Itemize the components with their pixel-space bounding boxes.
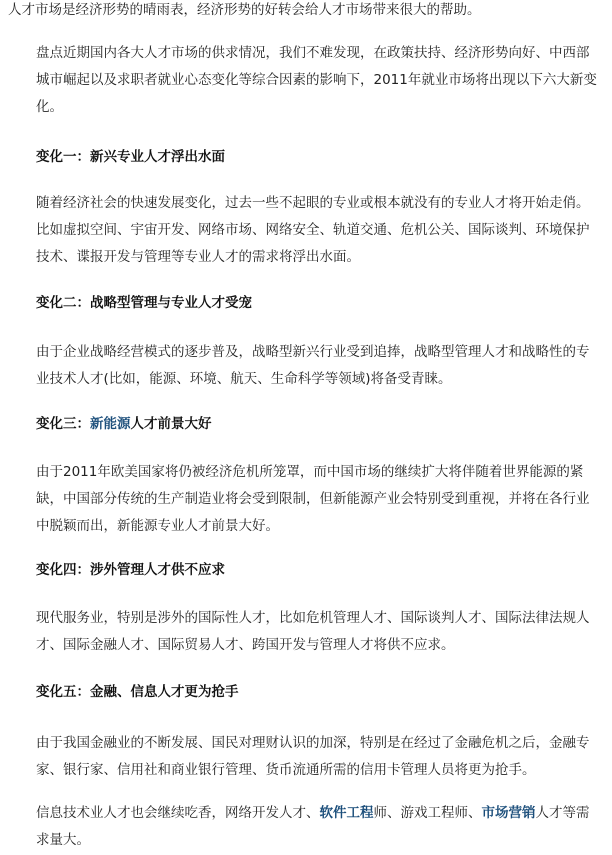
section-5-body-2-suffix: 人才等需求量大。 xyxy=(36,805,590,848)
section-3-heading-suffix: 人才前景大好 xyxy=(130,416,212,432)
section-1-body: 随着经济社会的快速发展变化，过去一些不起眼的专业或根本就没有的专业人才将开始走俏。比如虚拟空间、宇宙开发、网络市场、网络安全、轨道交通、危机公关、国际谈判、环境保护技术、谍报开发与管理等专业人才的需求将浮出水面。 xyxy=(36,195,590,265)
section-3-heading-prefix: 变化三： xyxy=(36,416,90,432)
section-5-body-2 xyxy=(0,800,600,854)
section-3-body: 由于2011年欧美国家将仍被经济危机所笼罩，而中国市场的继续扩大将伴随着世界能源的紧缺，中国部分传统的生产制造业将会受到限制，但新能源产业会特别受到重视，并将在各行业中脱颖而出，新能源专业人才前景大好。 xyxy=(36,464,590,534)
section-5-body: 由于我国金融业的不断发展、国民对理财认识的加深，特别是在经过了金融危机之后，金融专家、银行家、信用社和商业银行管理、货币流通所需的信用卡管理人员将更为抢手。 xyxy=(36,735,590,778)
section-2-heading: 变化二：战略型管理与专业人才受宠 xyxy=(36,295,252,311)
summary-paragraph: 盘点近期国内各大人才市场的供求情况，我们不难发现，在政策扶持、经济形势向好、中西部城市崛起以及求职者就业心态变化等综合因素的影响下，2011年就业市场将出现以下六大新变化。 xyxy=(36,45,597,115)
section-5-body-2-prefix: 信息技术业人才也会继续吃香，网络开发人才、 xyxy=(36,805,320,821)
marketing-link[interactable]: 市场营销 xyxy=(481,805,536,821)
section-5-heading: 变化五：金融、信息人才更为抢手 xyxy=(36,684,239,700)
section-1-heading: 变化一：新兴专业人才浮出水面 xyxy=(36,149,225,165)
section-3-heading xyxy=(36,411,212,438)
section-2-body: 由于企业战略经营模式的逐步普及，战略型新兴行业受到追捧，战略型管理人才和战略性的专业技术人才(比如，能源、环境、航天、生命科学等领域)将备受青睐。 xyxy=(36,344,590,387)
new-energy-link[interactable]: 新能源 xyxy=(90,416,131,432)
section-5-body-2-mid: 师、游戏工程师、 xyxy=(373,805,482,821)
software-engineering-link[interactable]: 软件工程 xyxy=(319,805,374,821)
section-4-heading: 变化四：涉外管理人才供不应求 xyxy=(36,562,225,578)
section-4-body: 现代服务业，特别是涉外的国际性人才，比如危机管理人才、国际谈判人才、国际法律法规人才、国际金融人才、国际贸易人才、跨国开发与管理人才将供不应求。 xyxy=(36,610,590,653)
intro-paragraph: 人才市场是经济形势的晴雨表，经济形势的好转会给人才市场带来很大的帮助。 xyxy=(8,2,481,18)
